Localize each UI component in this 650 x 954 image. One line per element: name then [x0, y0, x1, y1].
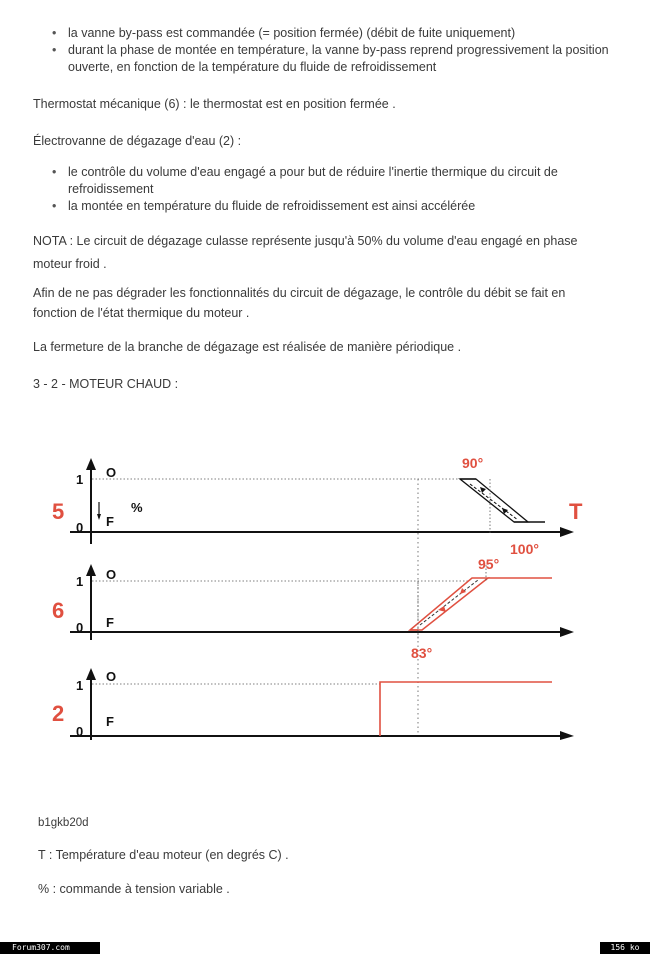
label-open: O	[106, 465, 117, 480]
label-open: O	[106, 669, 117, 684]
band-centerline	[420, 580, 478, 625]
y-axis-arrow	[86, 458, 96, 470]
bullet-text: la vanne by-pass est commandée (= position fermée) (débit de fuite uniquement)	[68, 26, 516, 40]
tick-0: 0	[76, 724, 84, 739]
row-number-2: 2	[52, 701, 65, 726]
small-arrow-head	[97, 514, 101, 520]
bullet-text-cont: ouverte, en fonction de la température du fluide de refroidissement	[68, 60, 437, 74]
temp-label-83: 83°	[411, 645, 433, 661]
list-item	[52, 42, 609, 76]
direction-arrow	[438, 606, 446, 612]
list-item	[52, 164, 558, 198]
tick-0: 0	[76, 620, 84, 635]
row-6-graph	[52, 556, 574, 661]
temp-label-90: 90°	[462, 455, 484, 471]
nota-line-2: moteur froid .	[33, 257, 107, 271]
tick-1: 1	[76, 678, 84, 693]
list-item	[52, 198, 558, 215]
bullet-text: le contrôle du volume d'eau engagé a pour but de réduire l'inertie thermique du circuit de	[68, 165, 558, 179]
tick-0: 0	[76, 520, 84, 535]
label-closed: F	[106, 615, 114, 630]
temp-label-95: 95°	[478, 556, 500, 572]
timing-diagram	[0, 440, 650, 740]
x-axis-arrow	[560, 731, 574, 740]
row-5-graph	[52, 455, 583, 740]
y-axis-arrow	[86, 564, 96, 576]
footer-size: 156 ko	[600, 942, 650, 954]
legend-percent: % : commande à tension variable .	[38, 882, 230, 896]
percent-unit: %	[131, 500, 143, 515]
band-centerline	[470, 484, 518, 520]
direction-arrow-down	[480, 487, 486, 493]
label-open: O	[106, 567, 117, 582]
row-number-6: 6	[52, 598, 65, 623]
figure-reference: b1gkb20d	[38, 817, 89, 829]
bullet-text-cont: refroidissement	[68, 182, 154, 196]
x-axis-arrow	[560, 527, 574, 537]
hysteresis-band	[410, 578, 488, 630]
temp-label-100: 100°	[510, 541, 539, 557]
tick-1: 1	[76, 472, 84, 487]
x-axis-arrow	[560, 627, 574, 637]
direction-arrow-2	[460, 588, 466, 594]
step-signal	[380, 682, 552, 736]
fermeture-paragraph: La fermeture de la branche de dégazage est réalisée de manière périodique .	[33, 340, 462, 354]
bullet-text: durant la phase de montée en température, la vanne by-pass reprend progressivement la position	[68, 43, 609, 57]
axis-label-t: T	[569, 499, 583, 524]
afin-line-1: Afin de ne pas dégrader les fonctionnalités du circuit de dégazage, le contrôle du débit se fait en	[33, 286, 566, 300]
label-closed: F	[106, 714, 114, 729]
afin-line-2: fonction de l'état thermique du moteur .	[33, 306, 250, 320]
hysteresis-band	[460, 479, 528, 522]
thermostat-paragraph: Thermostat mécanique (6) : le thermostat est en position fermée .	[33, 97, 396, 111]
row-number-5: 5	[52, 499, 65, 524]
section-title: 3 - 2 - MOTEUR CHAUD :	[33, 377, 179, 391]
bullet-list-electrovanne	[52, 164, 558, 215]
list-item	[52, 25, 609, 42]
bullet-list-bypass	[52, 25, 609, 76]
label-closed: F	[106, 514, 114, 529]
row-2-graph	[52, 668, 574, 740]
legend-temperature: T : Température d'eau moteur (en degrés C) .	[38, 848, 289, 862]
footer-source: Forum307.com	[0, 942, 100, 954]
tick-1: 1	[76, 574, 84, 589]
electrovanne-heading: Électrovanne de dégazage d'eau (2) :	[33, 134, 242, 148]
nota-line-1: NOTA : Le circuit de dégazage culasse représente jusqu'à 50% du volume d'eau engagé en phase	[33, 234, 578, 248]
bullet-text: la montée en température du fluide de refroidissement est ainsi accélérée	[68, 199, 476, 213]
y-axis-arrow	[86, 668, 96, 680]
